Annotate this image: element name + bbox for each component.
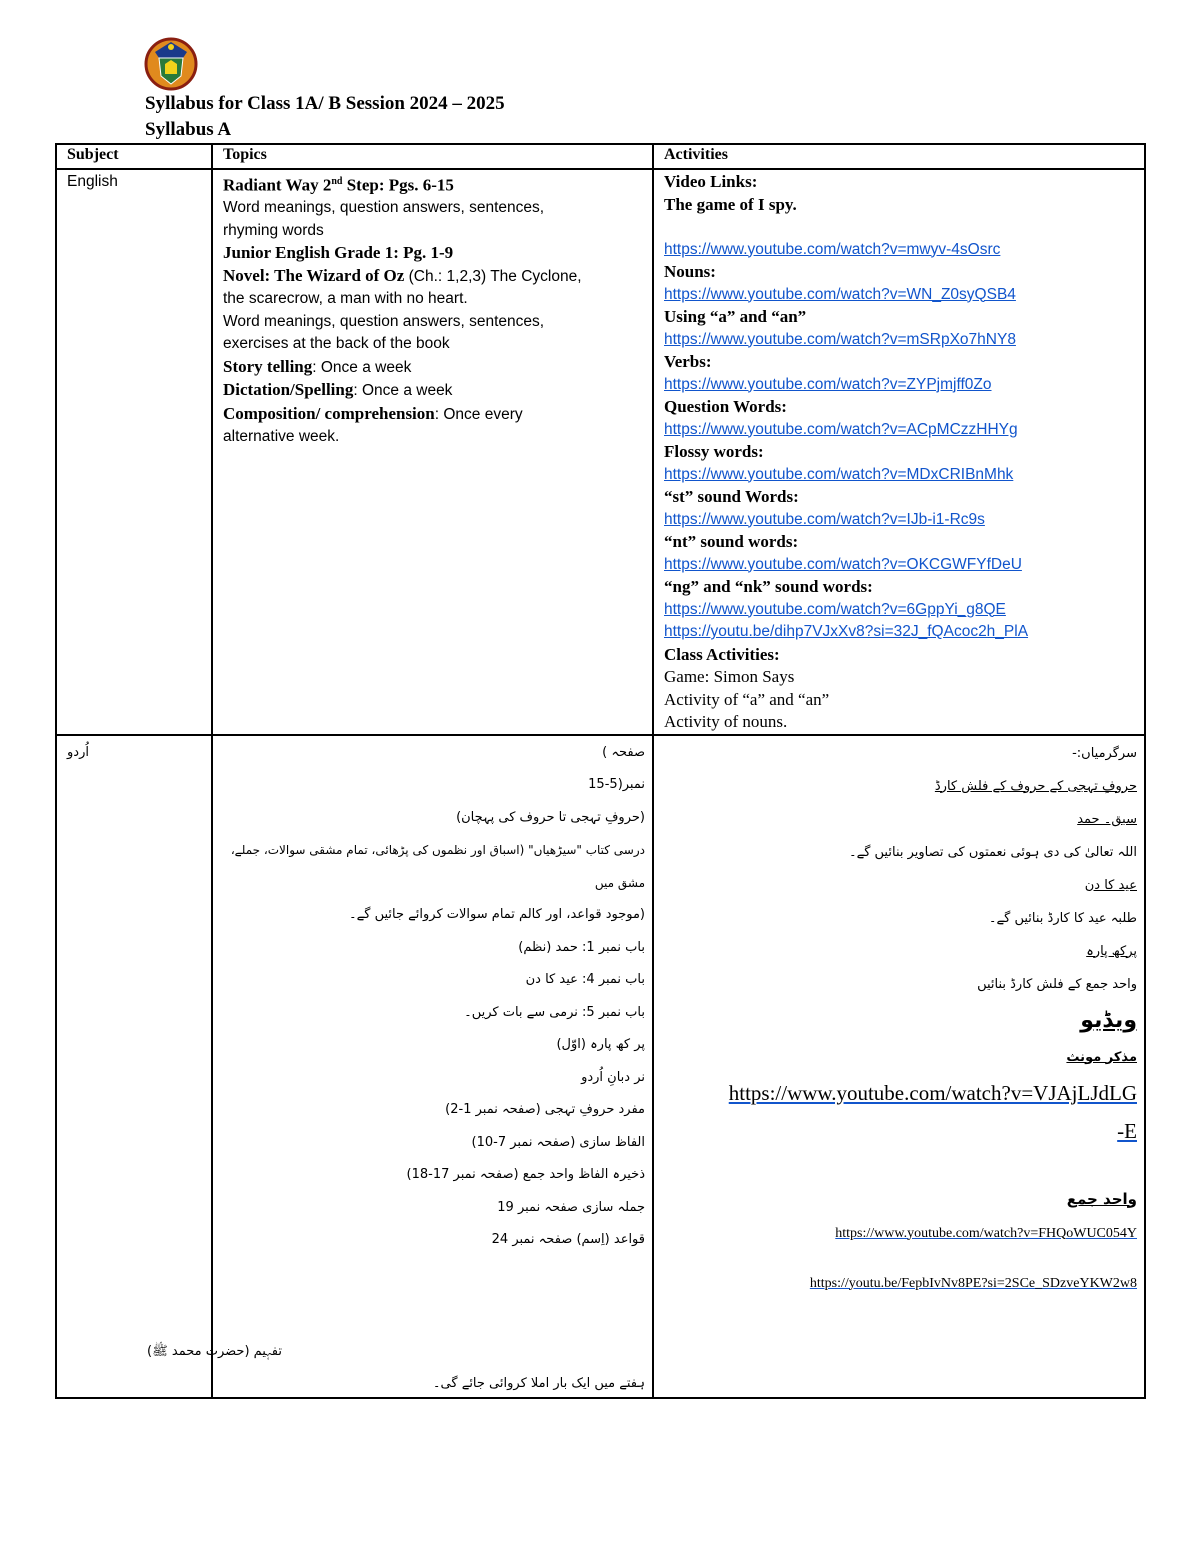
subject-urdu <box>56 735 212 1398</box>
table-header-row <box>56 144 1145 169</box>
question-words-heading: Question Words: <box>664 397 787 416</box>
school-crest-icon <box>143 34 199 92</box>
activity-simon-says: Game: Simon Says <box>664 667 795 686</box>
urdu-video-link-2[interactable]: https://www.youtube.com/watch?v=FHQoWUC054Y <box>835 1225 1137 1241</box>
game-i-spy: The game of I spy. <box>664 194 797 214</box>
urdu-topic-line: نمبر(5-15 <box>588 777 645 792</box>
video-link-nouns[interactable]: https://www.youtube.com/watch?v=WN_Z0syQSB4 <box>664 285 1016 303</box>
subject-urdu-label: اُردو <box>67 744 89 760</box>
spacer <box>664 1150 1137 1183</box>
video-link-ng-nk-2[interactable]: https://youtu.be/dihp7VJxXv8?si=32J_fQAcoc2h_PlA <box>664 623 1029 640</box>
video-link-ng-nk-1[interactable]: https://www.youtube.com/watch?v=6GppYi_g8QE <box>664 600 1006 618</box>
urdu-topic-line: ذخیرہ الفاظ واحد جمع (صفحہ نمبر 17-18) <box>406 1167 645 1182</box>
video-link-question-words[interactable]: https://www.youtube.com/watch?v=ACpMCzzHHYg <box>664 420 1018 438</box>
column-header-subject: Subject <box>56 144 212 169</box>
video-link-verbs[interactable]: https://www.youtube.com/watch?v=ZYPjmjff0Zo <box>664 375 992 393</box>
spacer <box>664 1246 1137 1272</box>
urdu-video-heading: ویڈیو <box>1080 1007 1137 1033</box>
class-activities-heading: Class Activities: <box>664 644 780 664</box>
verbs-heading: Verbs: <box>664 352 712 371</box>
novel-desc-line1: Word meanings, question answers, sentences, <box>223 312 545 330</box>
urdu-topic-line: مفرد حروفِ تہجی (صفحہ نمبر 1-2) <box>445 1102 645 1117</box>
topics-urdu <box>147 735 653 1398</box>
urdu-eid-day: عید کا دن <box>1084 877 1137 893</box>
urdu-topic-line: پر کھ پارہ (اوّل) <box>556 1037 645 1052</box>
urdu-topic-line: (حروفِ تہجی تا حروف کی پہچان) <box>456 809 645 825</box>
video-links-heading: Video Links: <box>664 172 758 191</box>
urdu-topic-line: نر دبانِ اُردو <box>581 1069 645 1085</box>
junior-english-heading: Junior English Grade 1: Pg. 1-9 <box>223 243 454 263</box>
urdu-hamd-desc: اللہ تعالیٰ کی دی ہوئی نعمتوں کی تصاویر بنائیں گے۔ <box>848 844 1137 860</box>
urdu-flash-cards: حروفِ تہجی کے حروف کے فلش کارڈ <box>934 778 1137 794</box>
activities-english <box>653 169 1145 735</box>
urdu-muzakkar-muannas: مذکر مونث <box>1066 1049 1137 1065</box>
urdu-activities-heading: سرگرمیاں:- <box>1072 745 1137 761</box>
urdu-topic-line: باب نمبر 4: عید کا دن <box>525 972 645 987</box>
urdu-topic-line: الفاظ سازی (صفحہ نمبر 7-10) <box>471 1134 645 1150</box>
subject-english: English <box>56 169 212 735</box>
urdu-topic-line: صفحہ ) <box>602 744 645 760</box>
urdu-lesson-hamd: سبق۔ حمد <box>1077 811 1137 827</box>
nouns-heading: Nouns: <box>664 262 716 281</box>
table-row-urdu <box>56 735 1145 1398</box>
using-a-an-heading: Using “a” and “an” <box>664 307 807 326</box>
column-header-activities: Activities <box>653 144 1145 169</box>
urdu-taleem: تفہیم (حضرت محمد ﷺ) <box>147 1343 282 1359</box>
video-link-i-spy[interactable]: https://www.youtube.com/watch?v=mwyv-4sOsrc <box>664 240 1001 258</box>
urdu-video-link-3[interactable]: https://youtu.be/FepbIvNv8PE?si=2SCe_SDzveYKW2w8 <box>809 1275 1137 1291</box>
flossy-words-heading: Flossy words: <box>664 442 764 461</box>
urdu-topic-line: درسی کتاب "سیڑھیاں" (اسباق اور نظموں کی پڑھائی، تمام مشقی سوالات، جملے، مشق میں <box>230 843 645 890</box>
composition-line2: alternative week. <box>223 428 340 446</box>
urdu-topic-line: باب نمبر 1: حمد (نظم) <box>518 939 645 955</box>
video-link-nt[interactable]: https://www.youtube.com/watch?v=OKCGWFYfDeU <box>664 555 1022 573</box>
urdu-topic-line: قواعد (اِسم) صفحہ نمبر 24 <box>491 1232 645 1247</box>
dictation-spelling: Dictation/Spelling: Once a week <box>223 380 453 400</box>
activity-nouns: Activity of nouns. <box>664 712 788 731</box>
urdu-video-link-1[interactable]: https://www.youtube.com/watch?v=VJAjLJdLG <box>728 1080 1137 1105</box>
activity-a-an: Activity of “a” and “an” <box>664 689 830 709</box>
table-row-english <box>56 169 1145 735</box>
composition-line1: Composition/ comprehension: Once every <box>223 403 523 423</box>
spacer <box>664 216 1137 239</box>
urdu-topic-line: باب نمبر 5: نرمی سے بات کریں۔ <box>464 1004 645 1020</box>
st-sound-heading: “st” sound Words: <box>664 487 799 506</box>
novel-line2: the scarecrow, a man with no heart. <box>223 290 468 308</box>
page-title: Syllabus for Class 1A/ B Session 2024 – 2025 <box>145 93 505 114</box>
urdu-topic-line: جملہ سازی صفحہ نمبر 19 <box>497 1199 645 1215</box>
column-header-topics: Topics <box>212 144 653 169</box>
video-link-st[interactable]: https://www.youtube.com/watch?v=IJb-i1-Rc9s <box>664 510 985 528</box>
video-link-flossy[interactable]: https://www.youtube.com/watch?v=MDxCRIBnMhk <box>664 465 1014 483</box>
nt-sound-heading: “nt” sound words: <box>664 532 799 551</box>
radiant-desc-line2: rhyming words <box>223 221 324 239</box>
urdu-topic-line: (موجود قواعد، اور کالم تمام سوالات کروائے جائیں گے۔ <box>349 907 645 922</box>
story-telling: Story telling: Once a week <box>223 356 412 376</box>
syllabus-table <box>55 143 1146 1399</box>
urdu-wahid-jama: واحد جمع <box>1066 1189 1137 1208</box>
activities-urdu <box>653 735 1145 1398</box>
ng-nk-sound-heading: “ng” and “nk” sound words: <box>664 577 873 596</box>
urdu-eid-desc: طلبہ عید کا کارڈ بنائیں گے۔ <box>988 910 1137 926</box>
urdu-video-link-1-cont[interactable]: -E <box>1117 1118 1137 1143</box>
video-link-a-an[interactable]: https://www.youtube.com/watch?v=mSRpXo7hNY8 <box>664 330 1016 348</box>
page-subtitle: Syllabus A <box>145 119 232 140</box>
radiant-way-heading: Radiant Way 2nd Step: Pgs. 6-15 <box>223 175 454 195</box>
radiant-desc-line1: Word meanings, question answers, sentences, <box>223 199 545 217</box>
urdu-parkh-desc: واحد جمع کے فلش کارڈ بنائیں <box>977 976 1137 992</box>
novel-line1: Novel: The Wizard of Oz (Ch.: 1,2,3) The Cyclone, <box>223 265 582 285</box>
urdu-weekly-dictation: ہفتے میں ایک بار املا کروائی جائے گی۔ <box>432 1375 645 1391</box>
novel-desc-line2: exercises at the back of the book <box>223 335 450 353</box>
urdu-parkh-para: پرکھ پارہ <box>1086 943 1137 959</box>
topics-english <box>212 169 653 735</box>
